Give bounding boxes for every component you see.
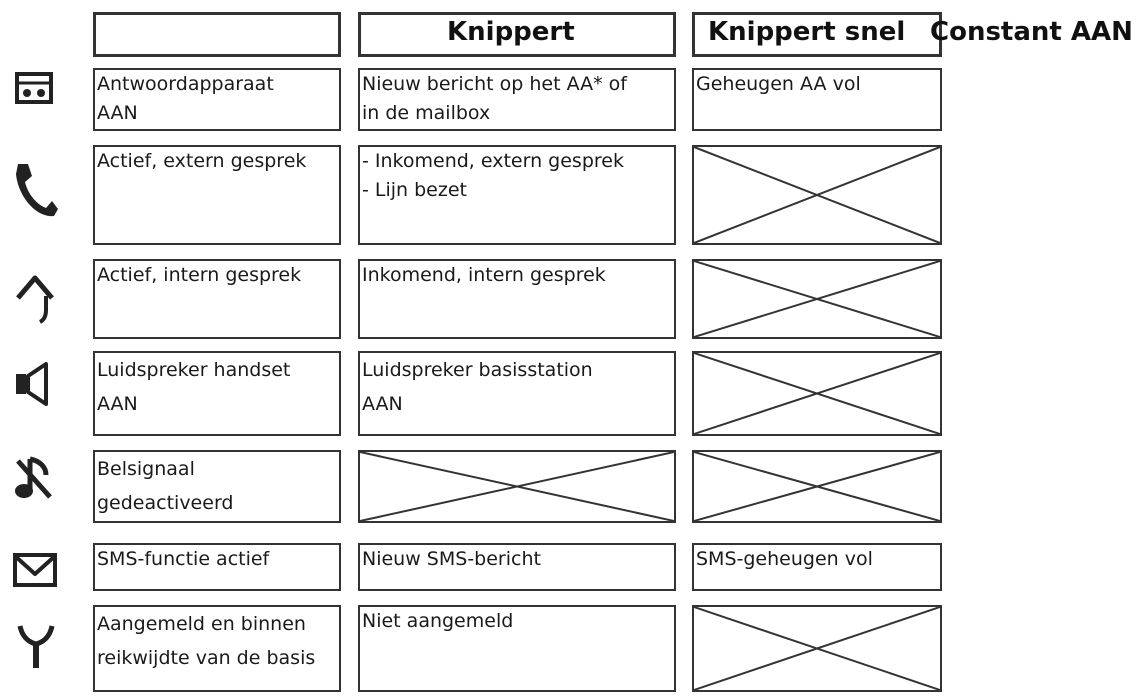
row-5-fast-cell: [692, 450, 942, 523]
row-5-blink-cell: [358, 450, 676, 523]
row-1-blink-cell: [358, 68, 676, 131]
ringer-off-icon: [14, 455, 54, 507]
row-2-constant-cell: [93, 145, 341, 245]
row-7-blink-text: Niet aangemeld: [362, 610, 514, 632]
row-4-constant-cell: [93, 351, 341, 436]
row-2-fast-cell: [692, 145, 942, 245]
not-applicable-cross: [694, 261, 940, 337]
not-applicable-cross: [694, 353, 940, 434]
header-knippert-snel: Knippert snel: [708, 17, 906, 47]
antenna-icon: [16, 622, 56, 674]
row-6-fast-cell: [692, 543, 942, 591]
row-6-constant-text: SMS-functie actief: [97, 548, 270, 570]
row-7-constant-text: Aangemeld en binnen reikwijdte van de basis: [97, 613, 316, 669]
row-6-fast-text: SMS-geheugen vol: [696, 548, 873, 570]
row-7-constant-cell: [93, 605, 341, 692]
answering-machine-icon: [14, 70, 54, 110]
header-constant-aan: Constant AAN: [930, 17, 1133, 47]
row-1-fast-cell: [692, 68, 942, 131]
row-4-constant-text: Luidspreker handset AAN: [97, 359, 291, 415]
row-6-constant-cell: [93, 543, 341, 591]
row-7-fast-cell: [692, 605, 942, 692]
not-applicable-cross: [694, 452, 940, 521]
row-2-blink-text: - Inkomend, extern gesprek - Lijn bezet: [362, 150, 624, 201]
header-cell-1: [93, 12, 341, 57]
intercom-house-icon: [14, 272, 58, 328]
row-1-constant-cell: [93, 68, 341, 131]
header-knippert: Knippert: [447, 17, 575, 47]
row-5-constant-text: Belsignaal gedeactiveerd: [97, 458, 234, 514]
row-2-constant-text: Actief, extern gesprek: [97, 150, 307, 172]
envelope-icon: [12, 552, 58, 592]
row-5-constant-cell: [93, 450, 341, 523]
row-4-blink-cell: [358, 351, 676, 436]
row-1-fast-text: Geheugen AA vol: [696, 73, 861, 95]
row-3-blink-text: Inkomend, intern gesprek: [362, 264, 606, 286]
row-3-constant-text: Actief, intern gesprek: [97, 264, 302, 286]
row-3-fast-cell: [692, 259, 942, 339]
row-3-constant-cell: [93, 259, 341, 339]
row-4-blink-text: Luidspreker basisstation AAN: [362, 359, 593, 415]
speaker-icon: [14, 362, 54, 410]
row-3-blink-cell: [358, 259, 676, 339]
not-applicable-cross: [360, 452, 674, 521]
row-7-blink-cell: [358, 605, 676, 692]
not-applicable-cross: [694, 607, 940, 690]
row-6-blink-text: Nieuw SMS-bericht: [362, 548, 541, 570]
phone-handset-icon: [12, 160, 58, 224]
row-4-fast-cell: [692, 351, 942, 436]
row-1-constant-text: Antwoordapparaat AAN: [97, 73, 274, 124]
row-1-blink-text: Nieuw bericht op het AA* of in de mailbox: [362, 73, 627, 124]
not-applicable-cross: [694, 147, 940, 243]
row-6-blink-cell: [358, 543, 676, 591]
row-2-blink-cell: [358, 145, 676, 245]
